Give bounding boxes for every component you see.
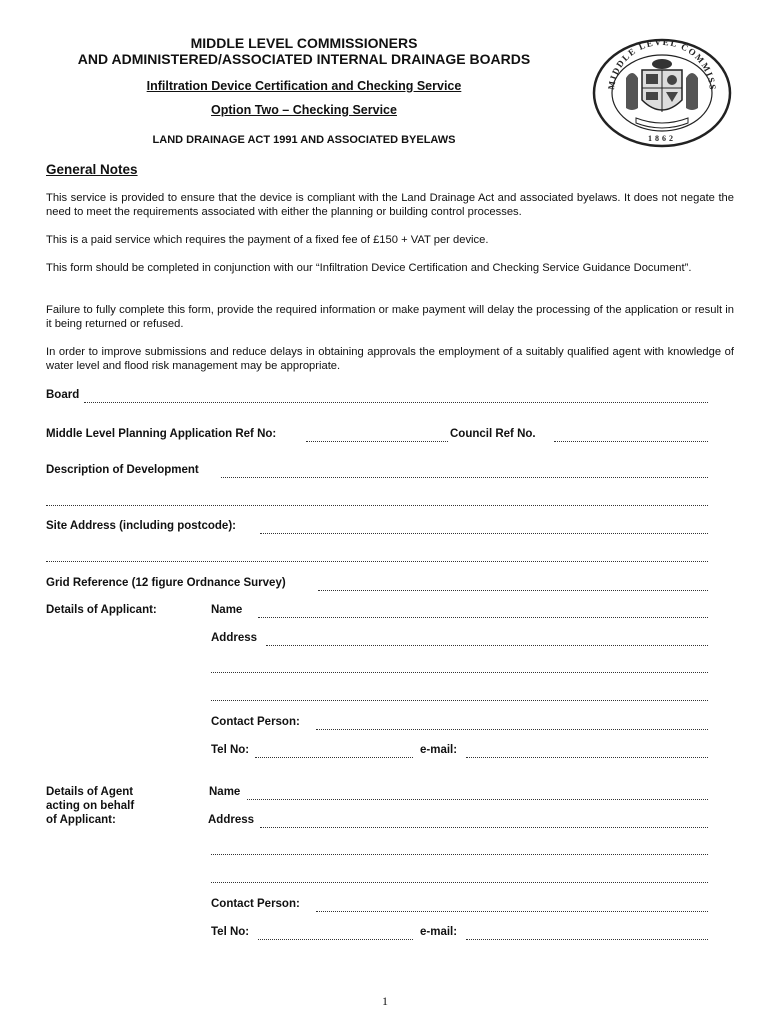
seal-text: MIDDLE LEVEL COMMISS xyxy=(605,38,719,92)
board-field[interactable] xyxy=(84,393,708,403)
applicant-address-field-line2[interactable] xyxy=(211,663,708,673)
seal-emblem-icon xyxy=(592,38,732,148)
applicant-email-field[interactable] xyxy=(466,748,708,758)
note-paragraph-4: Failure to fully complete this form, provide the required information or make payment will delay the processing of the application or result in it being returned or refused. xyxy=(46,304,734,330)
planning-ref-label: Middle Level Planning Application Ref No: xyxy=(46,428,277,440)
council-ref-label: Council Ref No. xyxy=(450,428,536,440)
note-paragraph-1: This service is provided to ensure that the device is compliant with the Land Drainage Act and associated byelaws. It does not negate the need to meet the requirements associated with either the planning or building control processes. xyxy=(46,192,734,218)
applicant-name-field[interactable] xyxy=(258,608,708,618)
agent-heading-line3: of Applicant: xyxy=(46,814,116,826)
agent-name-label: Name xyxy=(209,786,241,798)
header-title-line1: MIDDLE LEVEL COMMISSIONERS xyxy=(190,35,418,51)
option-title: Option Two – Checking Service xyxy=(211,103,397,117)
header-title-line2: AND ADMINISTERED/ASSOCIATED INTERNAL DRAINAGE BOARDS xyxy=(77,51,531,67)
site-address-field-line2[interactable] xyxy=(46,552,708,562)
page-number: 1 xyxy=(382,994,388,1008)
seal-year: 1862 xyxy=(648,134,676,143)
note-paragraph-5: In order to improve submissions and reduce delays in obtaining approvals the employment of a suitably qualified agent with knowledge of water level and flood risk management may be appropriate. xyxy=(46,346,734,372)
applicant-address-field-line3[interactable] xyxy=(211,691,708,701)
commissioners-seal xyxy=(592,38,732,148)
applicant-address-field[interactable] xyxy=(266,636,708,646)
applicant-tel-label: Tel No: xyxy=(211,744,250,756)
general-notes-heading: General Notes xyxy=(46,162,138,177)
agent-address-field-line3[interactable] xyxy=(211,873,708,883)
service-title: Infiltration Device Certification and Checking Service xyxy=(146,79,462,93)
agent-heading-line1: Details of Agent xyxy=(46,786,134,798)
applicant-heading: Details of Applicant: xyxy=(46,604,157,616)
description-label: Description of Development xyxy=(46,464,199,476)
applicant-email-label: e-mail: xyxy=(420,744,458,756)
agent-tel-label: Tel No: xyxy=(211,926,250,938)
council-ref-field[interactable] xyxy=(554,432,708,442)
site-address-field[interactable] xyxy=(260,524,708,534)
applicant-contact-label: Contact Person: xyxy=(211,716,300,728)
agent-address-label: Address xyxy=(208,814,255,826)
agent-name-field[interactable] xyxy=(247,790,708,800)
act-title: LAND DRAINAGE ACT 1991 AND ASSOCIATED BYELAWS xyxy=(152,134,456,146)
site-address-label: Site Address (including postcode): xyxy=(46,520,236,532)
applicant-address-label: Address xyxy=(211,632,258,644)
agent-contact-field[interactable] xyxy=(316,902,708,912)
agent-email-field[interactable] xyxy=(466,930,708,940)
agent-contact-label: Contact Person: xyxy=(211,898,300,910)
board-label: Board xyxy=(46,389,80,401)
description-field[interactable] xyxy=(221,468,708,478)
agent-tel-field[interactable] xyxy=(258,930,413,940)
agent-heading-line2: acting on behalf xyxy=(46,800,135,812)
agent-email-label: e-mail: xyxy=(420,926,458,938)
grid-reference-field[interactable] xyxy=(318,581,708,591)
applicant-contact-field[interactable] xyxy=(316,720,708,730)
description-field-line2[interactable] xyxy=(46,496,708,506)
agent-address-field-line2[interactable] xyxy=(211,845,708,855)
grid-reference-label: Grid Reference (12 figure Ordnance Survey) xyxy=(46,577,286,589)
applicant-name-label: Name xyxy=(211,604,243,616)
applicant-tel-field[interactable] xyxy=(255,748,413,758)
agent-address-field[interactable] xyxy=(260,818,708,828)
note-paragraph-3: This form should be completed in conjunction with our “Infiltration Device Certification and Checking Service Guidance Document”. xyxy=(46,262,692,274)
planning-ref-field[interactable] xyxy=(306,432,448,442)
note-paragraph-2: This is a paid service which requires the payment of a fixed fee of £150 + VAT per device. xyxy=(46,234,489,246)
